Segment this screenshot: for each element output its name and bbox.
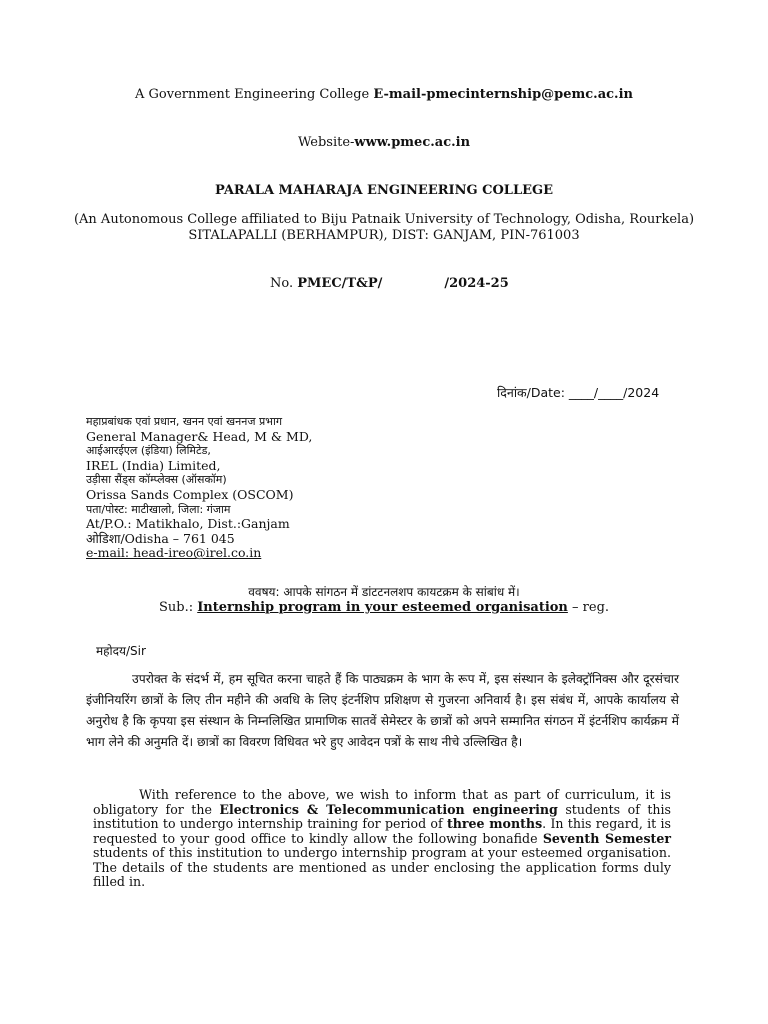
college-name: PARALA MAHARAJA ENGINEERING COLLEGE: [215, 183, 553, 198]
salutation: महोदय/Sir: [96, 644, 146, 658]
english-paragraph: With reference to the above, we wish to inform that as part of curriculum, it is obligatory for the Electronics & Telecommunication engineering students of this institution to undergo internship training for period of three months. In this regard, it is requested to your good office to kindly allow the following bonafide Seventh Semester students of this institution to undergo internship program at your esteemed organisation. The details of the students are mentioned as under enclosing the application forms duly filled in.: [93, 787, 672, 889]
header-website: www.pmec.ac.in: [354, 135, 471, 150]
header-website-line: Website-www.pmec.ac.in: [297, 135, 471, 150]
recipient-line: उड़ीसा सैंड्स कॉम्प्लेक्स (ऑसकॉम): [86, 473, 227, 487]
recipient-line: IREL (India) Limited,: [86, 457, 221, 473]
subject-line: Sub.: Internship program in your esteemed organisation – reg.: [158, 600, 610, 615]
recipient-line: Orissa Sands Complex (OSCOM): [86, 486, 294, 502]
recipient-line: ओडिशा/Odisha – 761 045: [86, 530, 235, 546]
header-email: E-mail-pmecinternship@pemc.ac.in: [373, 87, 633, 102]
recipient-address: [86, 415, 312, 561]
recipient-email-link[interactable]: e-mail: head-ireo@irel.co.in: [86, 545, 262, 561]
recipient-line: At/P.O.: Matikhalo, Dist.:Ganjam: [86, 516, 290, 532]
college-affiliation: (An Autonomous College affiliated to Biju Patnaik University of Technology, Odisha, Rourkela): [73, 212, 695, 227]
recipient-line: आईआरईएल (इंडिया) लिमिटेड,: [86, 444, 211, 458]
recipient-line: पता/पोस्ट: माटीखालो, जिला: गंजाम: [86, 502, 231, 516]
subject-text: Internship program in your esteemed organisation: [197, 600, 568, 615]
college-address: SITALAPALLI (BERHAMPUR), DIST: GANJAM, PIN-761003: [188, 228, 580, 243]
letter-date: दिनांक/Date: ____/____/2024: [497, 385, 660, 400]
recipient-line: General Manager& Head, M & MD,: [86, 428, 313, 444]
header-contact-line: A Government Engineering College E-mail-pmecinternship@pemc.ac.in: [135, 87, 633, 102]
reference-number: No. PMEC/T&P/ /2024-25: [270, 276, 509, 291]
recipient-line: महाप्रबांधक एवां प्रधान, खनन एवां खननज प्रभाग: [86, 415, 283, 428]
subject-hindi: ववषय: आपके सांगठन में डांटटनलशप कायटक्रम के सांबांध में।: [248, 585, 520, 599]
hindi-paragraph: उपरोक्त के संदर्भ में, हम सूचित करना चाहते हैं कि पाठ्यक्रम के भाग के रूप में, इस संस्थान के इलेक्ट्रॉनिक्स और दूरसंचार इंजीनियरिंग छात्रों के लिए तीन महीने की अवधि के लिए इंटर्नशिप प्रशिक्षण से गुजरना अनिवार्य है। इस संबंध में, आपके कार्यालय से अनुरोध है कि कृपया इस संस्थान के निम्नलिखित प्रामाणिक सातवें सेमेस्टर के छात्रों को अपने सम्मानित संगठन में इंटर्नशिप कार्यक्रम में भाग लेने की अनुमति दें। छात्रों का विवरण विधिवत भरे हुए आवेदन पत्रों के साथ नीचे उल्लिखित है।: [86, 672, 679, 749]
